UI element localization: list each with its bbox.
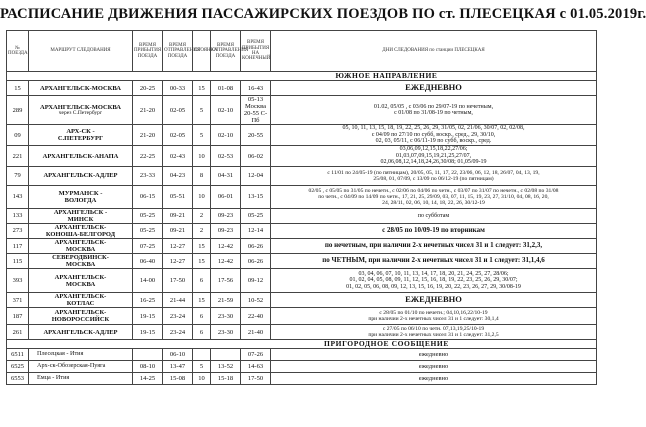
running-days — [271, 125, 597, 146]
running-days — [271, 208, 597, 223]
route-line-1: АРХАНГЕЛЬСК - — [53, 208, 108, 216]
suburban-arr2 — [211, 349, 241, 361]
days-line: 03, 04, 06, 07, 10, 11, 13, 14, 17, 18, 20, 21, 24, 25, 27, 28/06; — [358, 270, 509, 277]
departure-time: 23-24 — [163, 308, 193, 325]
suburban-arr3: 07-26 — [241, 349, 271, 361]
arrival-time: 21-20 — [133, 125, 163, 146]
days-line: по нечетным, при наличии 2-х нечетных чисел 31 и 1 следует: 31,2,3, — [324, 241, 543, 250]
suburban-num: 6553 — [7, 373, 29, 385]
section-south: ЮЖНОЕ НАПРАВЛЕНИЕ — [335, 71, 438, 80]
final-arrival: 22-40 — [241, 308, 271, 325]
final-arrival: 16-43 — [241, 81, 271, 96]
stop-duration: 10 — [193, 185, 211, 208]
route-line-1: АРХАНГЕЛЬСК-МОСКВА — [40, 103, 121, 111]
table-row — [7, 96, 597, 125]
arrival-time: 19-15 — [133, 325, 163, 340]
days-line: 05, 10, 11, 13, 15, 18, 19, 22, 25, 26, 29, 31/05, 02, 21/06, 30/07, 02, 02/08, — [342, 125, 525, 132]
route — [29, 146, 133, 167]
days-line: с 28/05 по 10/09-19 по вторникам — [382, 226, 485, 235]
suburban-arr — [133, 349, 163, 361]
days-line: ЕЖЕДНЕВНО — [405, 82, 462, 93]
arrival-time: 19-15 — [133, 308, 163, 325]
departure-time: 09-21 — [163, 208, 193, 223]
route-line-1: АРХАНГЕЛЬСК-АДЛЕР — [43, 328, 118, 336]
final-arrival: 06-26 — [241, 254, 271, 269]
section-row — [7, 340, 597, 349]
days-line: при наличии 2-х нечетных чисел 31 и 1 следует: 30,1,4 — [368, 316, 499, 323]
days-line: 24, 28/11, 02, 06, 10, 14, 18, 22, 26, 30/12-19 — [382, 200, 485, 206]
arrival-time: 16-25 — [133, 293, 163, 308]
stop-duration: 5 — [193, 96, 211, 125]
days-line: с 11/01 по 24/05-19 (по пятницам), 20/05, 05, 11, 17, 22, 23/06, 06, 12, 18, 26/07, 04, 13, 19, — [327, 169, 540, 176]
final-arrival: 21-40 — [241, 325, 271, 340]
departure-time-2: 09-23 — [211, 223, 241, 238]
route-line-1: АРХАНГЕЛЬСК- — [54, 239, 107, 246]
stop-duration: 15 — [193, 293, 211, 308]
route-line-2: через С.Петербург — [58, 109, 103, 116]
days-line: 01, 02, 05, 06, 08, 09, 12, 13, 15, 16, 19, 20, 22, 23, 26, 27, 29, 30/08-19 — [346, 283, 521, 290]
stop-duration: 6 — [193, 269, 211, 293]
route — [29, 239, 133, 254]
days-line: 01, 02, 04, 05, 08, 09, 11, 12, 15, 16, 18, 19, 22, 23, 25, 26, 29, 30/07; — [349, 277, 518, 284]
page-title: РАСПИСАНИЕ ДВИЖЕНИЯ ПАССАЖИРСКИХ ПОЕЗДОВ ПО ст. ПЛЕСЕЦКАЯ с 01.05.2019г. — [0, 6, 646, 22]
suburban-days: ежедневно — [271, 373, 597, 385]
days-line: 01.02, 05/05 , с 03/06 по 29/07-19 по нечетным, — [373, 103, 494, 110]
route-line-1: МУРМАНСК - — [58, 189, 103, 197]
final-arrival: 12-14 — [241, 223, 271, 238]
suburban-arr2: 15-18 — [211, 373, 241, 385]
days-line: с 27/05 по 06/10 по четн. 07,13,19,25/10-19 — [382, 325, 485, 332]
departure-time: 02-05 — [163, 125, 193, 146]
section-row — [7, 72, 597, 81]
days-line: с 01/08 по 31/08-19 по четным, — [394, 110, 473, 117]
departure-time-2: 06-01 — [211, 185, 241, 208]
section-suburban: ПРИГОРОДНОЕ СООБЩЕНИЕ — [324, 339, 449, 349]
departure-time-2: 17-56 — [211, 269, 241, 293]
stop-duration: 15 — [193, 81, 211, 96]
running-days — [271, 293, 597, 308]
departure-time: 23-24 — [163, 325, 193, 340]
running-days — [271, 223, 597, 238]
table-row — [7, 308, 597, 325]
suburban-route: Емца - Ития — [29, 373, 133, 385]
days-line: ЕЖЕДНЕВНО — [405, 294, 462, 305]
running-days — [271, 325, 597, 340]
departure-time: 04-23 — [163, 166, 193, 185]
running-days — [271, 146, 597, 167]
table-row — [7, 349, 597, 361]
train-number: 187 — [7, 308, 29, 325]
departure-time: 12-27 — [163, 254, 193, 269]
route-line-1: АРХАНГЕЛЬСК-АНАПА — [42, 152, 119, 160]
route — [29, 96, 133, 125]
train-number: 117 — [7, 239, 29, 254]
schedule-table — [6, 30, 597, 385]
route-line-2: МОСКВА — [65, 261, 96, 269]
route-line-2: МОСКВА — [65, 246, 96, 254]
route — [29, 269, 133, 293]
suburban-stop: 10 — [193, 373, 211, 385]
arrival-time: 21-20 — [133, 96, 163, 125]
stop-duration: 6 — [193, 325, 211, 340]
arrival-time: 23-33 — [133, 166, 163, 185]
route-line-1: АРХАНГЕЛЬСК- — [54, 273, 107, 281]
suburban-arr3: 14-63 — [241, 361, 271, 373]
departure-time-2: 01-08 — [211, 81, 241, 96]
header-route: МАРШРУТ СЛЕДОВАНИЯ — [29, 31, 133, 72]
final-arrival: 10-52 — [241, 293, 271, 308]
suburban-stop: 5 — [193, 361, 211, 373]
running-days — [271, 254, 597, 269]
route — [29, 125, 133, 146]
final-arrival: 20-55 — [241, 125, 271, 146]
suburban-dep: 13-47 — [163, 361, 193, 373]
train-number: 261 — [7, 325, 29, 340]
suburban-num: 6511 — [7, 349, 29, 361]
departure-time-2: 12-42 — [211, 254, 241, 269]
days-line: 03,06,09,12,15,18,22,27/06; — [399, 146, 468, 153]
route-line-2: КОТЛАС — [66, 300, 95, 308]
train-number: 09 — [7, 125, 29, 146]
departure-time-2: 02-10 — [211, 96, 241, 125]
header-row — [7, 31, 597, 72]
departure-time-2: 02-10 — [211, 125, 241, 146]
header-arrival: ВРЕМЯ ПРИБЫТИЯ ПОЕЗДА — [133, 31, 163, 72]
route-line-1: АРХАНГЕЛЬСК- — [54, 309, 107, 317]
days-line: 02,06,08,12,14,18,24,26,30/08; 01,05/09-19 — [380, 159, 487, 166]
route — [29, 223, 133, 238]
route — [29, 166, 133, 185]
suburban-arr: 14-25 — [133, 373, 163, 385]
route — [29, 208, 133, 223]
stop-duration: 15 — [193, 239, 211, 254]
route-line-1: АРХАНГЕЛЬСК-МОСКВА — [40, 84, 121, 92]
departure-time-2: 09-23 — [211, 208, 241, 223]
final-arrival: 05-13 Москва 20-55 С-Пб — [241, 96, 271, 125]
departure-time: 05-51 — [163, 185, 193, 208]
stop-duration: 10 — [193, 146, 211, 167]
train-number: 393 — [7, 269, 29, 293]
final-arrival: 13-15 — [241, 185, 271, 208]
suburban-days: ежедневно — [271, 361, 597, 373]
running-days — [271, 81, 597, 96]
header-stop: СТОЯНКА — [193, 31, 211, 72]
route — [29, 325, 133, 340]
days-line: с 28/05 по 01/10 по нечетн.; 04,10,16,22/10-19 — [379, 309, 488, 316]
suburban-num: 6525 — [7, 361, 29, 373]
suburban-route: Плесецкая - Ития — [29, 349, 133, 361]
header-arrival-final: ВРЕМЯ ПРИБЫТИЯ НА КОНЕЧНЫЙ — [241, 31, 271, 72]
suburban-days: ежедневно — [271, 349, 597, 361]
stop-duration: 2 — [193, 223, 211, 238]
train-number: 79 — [7, 166, 29, 185]
departure-time: 09-21 — [163, 223, 193, 238]
route — [29, 254, 133, 269]
suburban-arr3: 17-50 — [241, 373, 271, 385]
departure-time-2: 21-59 — [211, 293, 241, 308]
header-arrival-2: ВРЕМЯ ОТПРАВЛЕНИЯ ПОЕЗДА — [211, 31, 241, 72]
header-days: ДНИ СЛЕДОВАНИЯ по станции ПЛЕСЕЦКАЯ — [271, 31, 597, 72]
table-row — [7, 373, 597, 385]
train-number: 115 — [7, 254, 29, 269]
stop-duration: 15 — [193, 254, 211, 269]
route — [29, 308, 133, 325]
days-line: 01,03,07,09,15,19,21,25,27/07, — [395, 152, 472, 159]
departure-time-2: 23-30 — [211, 325, 241, 340]
route — [29, 185, 133, 208]
table-row — [7, 223, 597, 238]
arrival-time: 14-00 — [133, 269, 163, 293]
route-line-2: С.ПЕТЕРБУРГ — [57, 135, 104, 143]
days-line: по субботам — [417, 212, 450, 219]
stop-duration: 2 — [193, 208, 211, 223]
final-arrival: 06-02 — [241, 146, 271, 167]
header-departure: ВРЕМЯ ОТПРАВЛЕНИЯ ПОЕЗДА — [163, 31, 193, 72]
days-line: по ЧЕТНЫМ, при наличии 2-х нечетных чисел 31 и 1 следует: 31,1,4,6 — [322, 256, 545, 265]
route-line-1: АРХАНГЕЛЬСК- — [54, 293, 107, 301]
running-days — [271, 166, 597, 185]
running-days — [271, 239, 597, 254]
arrival-time: 05-25 — [133, 223, 163, 238]
route-line-1: СЕВЕРОДВИНСК- — [52, 254, 109, 262]
suburban-stop — [193, 349, 211, 361]
suburban-dep: 15-08 — [163, 373, 193, 385]
train-number: 143 — [7, 185, 29, 208]
table-row — [7, 269, 597, 293]
route-line-1: АРХ-СК - — [66, 128, 95, 136]
arrival-time: 06-40 — [133, 254, 163, 269]
train-number: 289 — [7, 96, 29, 125]
final-arrival: 09-12 — [241, 269, 271, 293]
stop-duration: 5 — [193, 125, 211, 146]
table-row — [7, 239, 597, 254]
departure-time: 12-27 — [163, 239, 193, 254]
table-row — [7, 361, 597, 373]
days-line: с 04/09 по 27/10 по субб, воскр., сред., 29, 30/10, — [371, 131, 496, 138]
table-row — [7, 146, 597, 167]
suburban-arr2: 13-52 — [211, 361, 241, 373]
arrival-time: 07-25 — [133, 239, 163, 254]
route-line-1: АРХАНГЕЛЬСК- — [54, 223, 107, 231]
departure-time: 02-43 — [163, 146, 193, 167]
departure-time: 02-05 — [163, 96, 193, 125]
route-line-1: АРХАНГЕЛЬСК-АДЛЕР — [43, 172, 118, 180]
departure-time: 21-44 — [163, 293, 193, 308]
stop-duration: 8 — [193, 166, 211, 185]
days-line: 25/08, 01, 07/09, с 13/09 по 06/12-19 (по пятницам) — [373, 175, 494, 182]
departure-time-2: 02-53 — [211, 146, 241, 167]
arrival-time: 06-15 — [133, 185, 163, 208]
stop-duration: 6 — [193, 308, 211, 325]
route — [29, 293, 133, 308]
arrival-time: 20-25 — [133, 81, 163, 96]
days-line: по четн., с 04/09 по 14/09 по четн., 17, 21, 25, 29/09, 03, 07, 11, 15, 19, 23, 27, 31/10, 04, 08, 16, 20, — [318, 193, 549, 200]
table-row — [7, 254, 597, 269]
arrival-time: 05-25 — [133, 208, 163, 223]
table-row — [7, 293, 597, 308]
departure-time-2: 23-30 — [211, 308, 241, 325]
route-line-2: ВОЛОГДА — [64, 196, 97, 204]
route-line-2: НОВОРОССИЙСК — [51, 316, 110, 324]
days-line: 02, 03, 05/11, с 06/11-19 по субб, воскр., сред. — [375, 138, 492, 145]
departure-time-2: 04-31 — [211, 166, 241, 185]
train-number: 273 — [7, 223, 29, 238]
header-num: № ПОЕЗДА — [7, 31, 29, 72]
suburban-dep: 06-10 — [163, 349, 193, 361]
suburban-route: Арх-ск-Обозерская-Пуяга — [29, 361, 133, 373]
final-arrival: 05-25 — [241, 208, 271, 223]
running-days — [271, 308, 597, 325]
route-line-2: КОНОША-БЕЛГОРОД — [45, 230, 116, 238]
arrival-time: 22-25 — [133, 146, 163, 167]
table-row — [7, 166, 597, 185]
table-row — [7, 208, 597, 223]
train-number: 133 — [7, 208, 29, 223]
train-number: 15 — [7, 81, 29, 96]
final-arrival: 12-04 — [241, 166, 271, 185]
running-days — [271, 96, 597, 125]
train-number: 371 — [7, 293, 29, 308]
route — [29, 81, 133, 96]
train-number: 221 — [7, 146, 29, 167]
days-line: при наличии 2-х нечетных чисел 31 и 1 следует: 31,2,5 — [368, 332, 499, 339]
suburban-arr: 08-10 — [133, 361, 163, 373]
table-row — [7, 185, 597, 208]
running-days — [271, 185, 597, 208]
departure-time: 17-50 — [163, 269, 193, 293]
table-row — [7, 81, 597, 96]
route-line-2: МИНСК — [67, 215, 94, 223]
departure-time-2: 12-42 — [211, 239, 241, 254]
route-line-2: МОСКВА — [65, 280, 96, 288]
days-line: 02/05 , с 05/05 по 31/05 по нечетн., с 02/06 по 04/06 по четн., с 03/07 по 31/07 по нечетн., с 02/08 по 31/08 — [308, 187, 559, 194]
table-row — [7, 325, 597, 340]
table-row — [7, 125, 597, 146]
running-days — [271, 269, 597, 293]
departure-time: 00-33 — [163, 81, 193, 96]
final-arrival: 06-26 — [241, 239, 271, 254]
